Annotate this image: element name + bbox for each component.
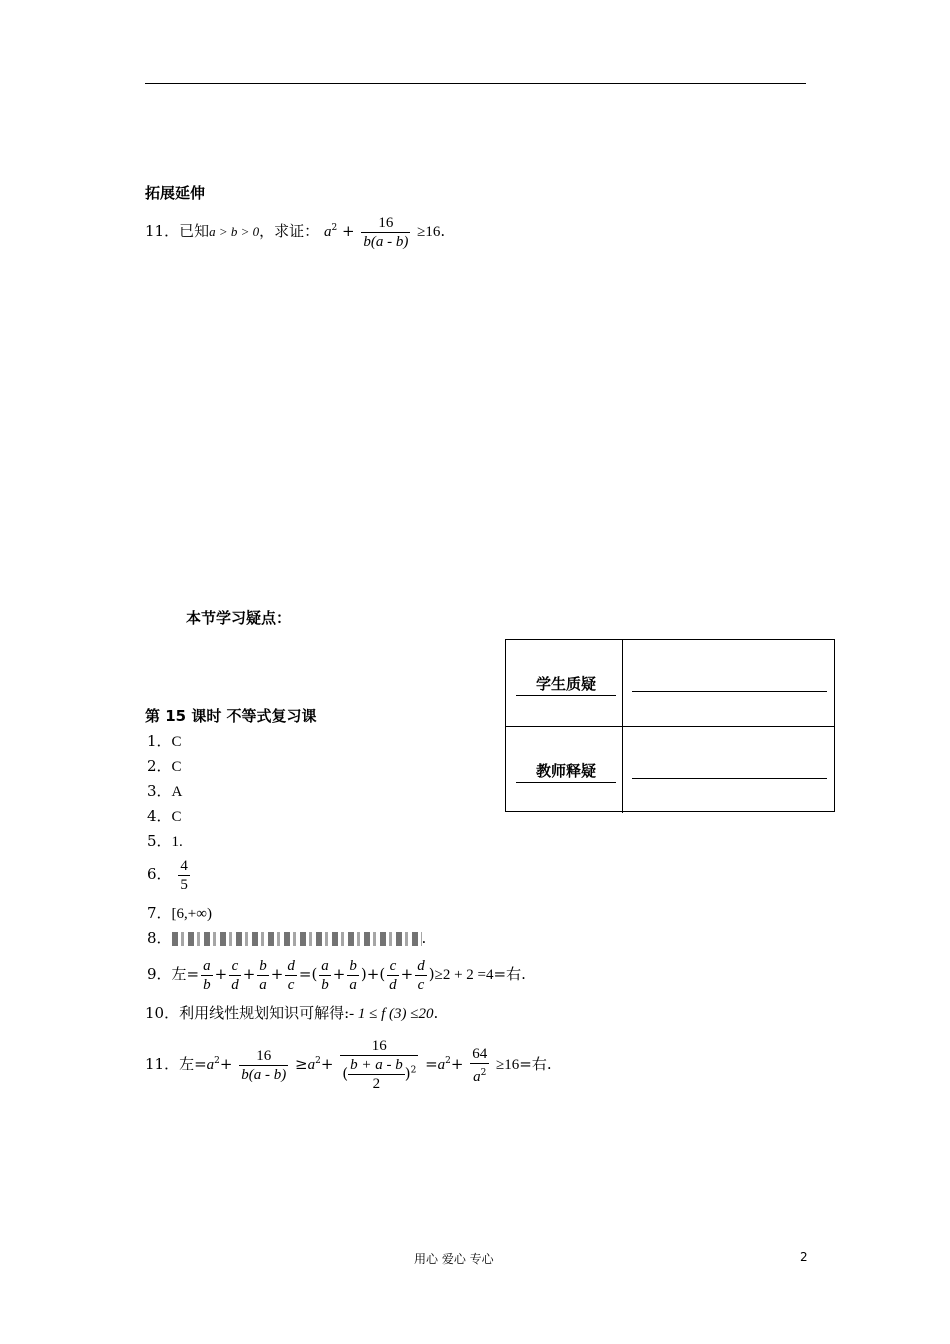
period: . [440, 222, 446, 240]
numerator: 4 [180, 857, 188, 874]
answer-2: 2．C [147, 757, 182, 775]
lesson-title: 第 15 课时 不等式复习课 [145, 707, 317, 725]
teacher-answer-line[interactable] [632, 778, 827, 779]
relation: ≥16 [417, 224, 441, 240]
teacher-answer-label: 教师释疑 [516, 760, 616, 783]
answer-3: 3．A [147, 782, 183, 800]
section-title: 拓展延伸 [145, 184, 206, 202]
cell-divider [622, 640, 623, 726]
answer-7: 7．[6,+∞) [147, 904, 212, 922]
page-number: 2 [800, 1250, 808, 1264]
fraction [361, 214, 410, 251]
qa-table [505, 639, 835, 812]
answer-1: 1．C [147, 732, 182, 750]
footer-center: 用心 爱心 专心 [414, 1252, 494, 1266]
problem-text: ，求证： [259, 222, 320, 240]
cell-divider [622, 727, 623, 813]
doubts-title: 本节学习疑点： [186, 609, 292, 627]
answer-4: 4．C [147, 807, 182, 825]
header-rule [145, 83, 806, 84]
exponent: 2 [331, 223, 338, 233]
numerator: 16 [361, 214, 410, 233]
problem-text: 已知 [179, 222, 210, 240]
illegible-formula-image [172, 932, 422, 946]
denominator: 5 [180, 876, 188, 893]
answer-8: 8． . [147, 929, 427, 947]
student-doubt-line[interactable] [632, 691, 827, 692]
answer-6: 6． $\frac{4}{5}$ [147, 857, 188, 893]
answer-11: 11．左$=a^2+$ $\frac{16}{b(a - b)}$ $\ge a^2+$ 16 ( $\frac{b + a - b}{2}$ )$^2$ $=a^2+$ $\frac{64}{a^2}$ ≥16=右. [145, 1038, 552, 1092]
var-a: a [323, 224, 332, 240]
problem-number: 11． [145, 222, 180, 240]
denominator: b(a - b) [363, 233, 409, 250]
answer-5: 5．1. [147, 832, 183, 850]
student-doubt-label: 学生质疑 [516, 673, 616, 696]
answer-9: 9．左= $\frac{a}{b}$ + $\frac{c}{d}$ + $\frac{b}{a}$ + $\frac{d}{c}$ =( $\frac{a}{b}$ + $\frac{b}{a}$ )+( $\frac{c}{d}$ + $\frac{d}{c}$ )≥2 + 2 =4=右. [147, 957, 526, 993]
answer-10: 10．利用线性规划知识可解得:- 1 ≤ f (3) ≤20. [145, 1004, 439, 1022]
plus-sign: + [341, 222, 355, 240]
qa-row-teacher [506, 726, 834, 813]
fraction [178, 857, 190, 894]
problem-11 [145, 208, 445, 248]
qa-row-student [506, 640, 834, 726]
condition: a > b > 0 [209, 224, 260, 239]
